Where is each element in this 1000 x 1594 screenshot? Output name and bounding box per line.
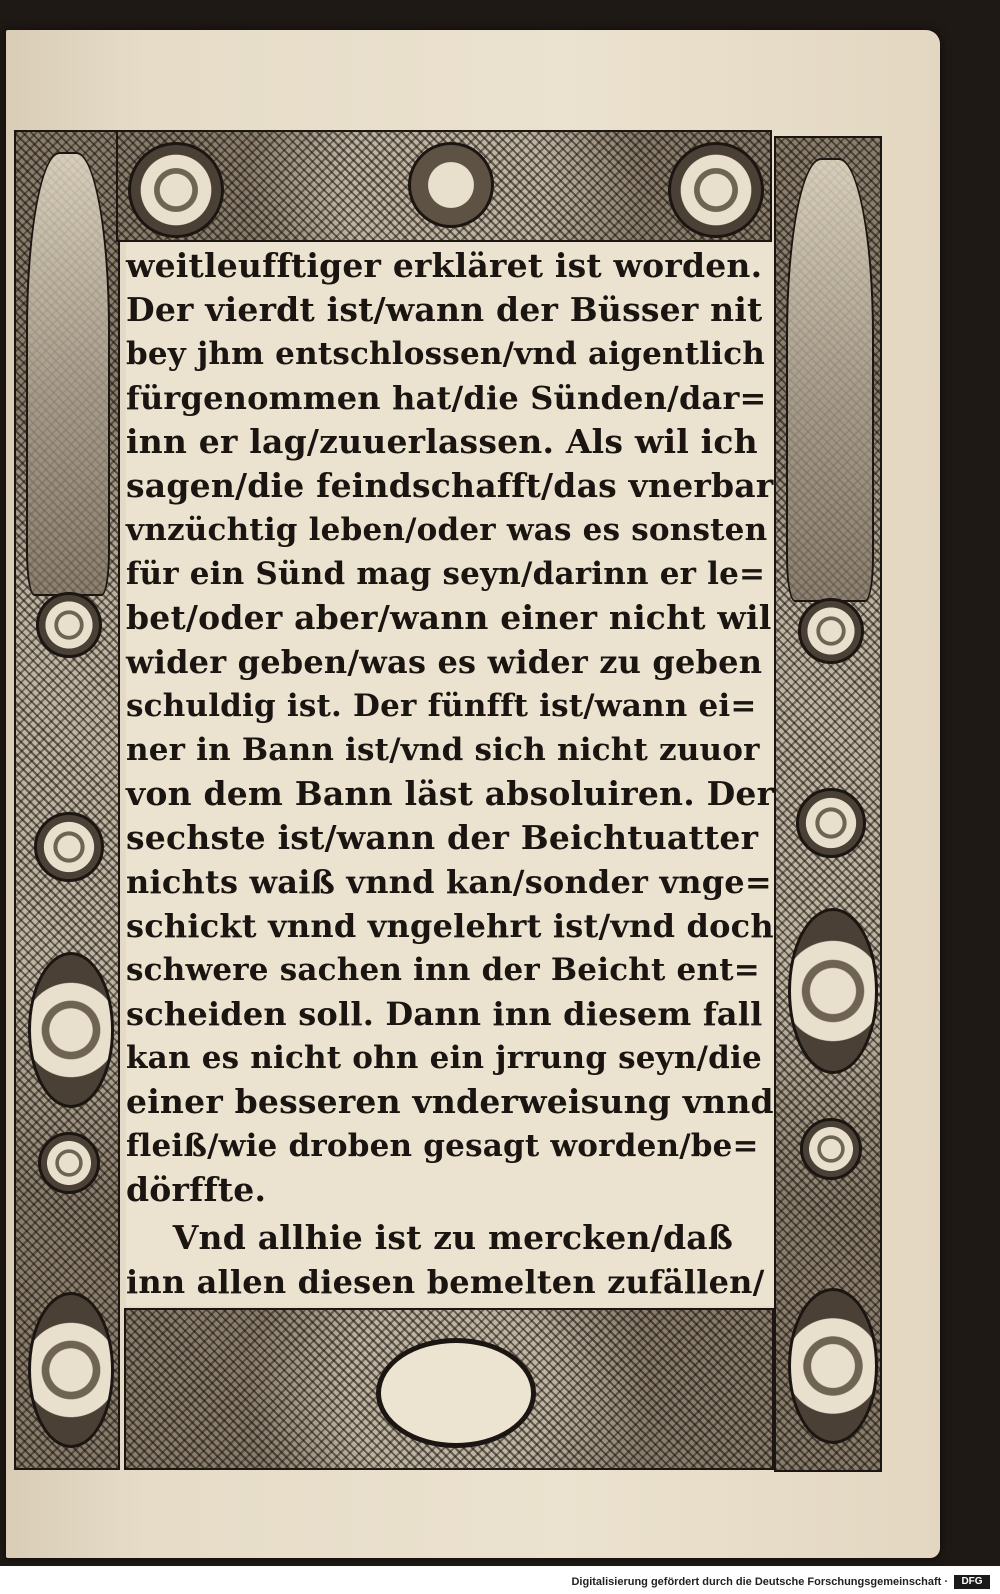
text-line: bey jhm entschlossen/vnd aigentlich (126, 336, 766, 372)
dfg-logo: DFG (954, 1575, 990, 1589)
text-line: scheiden soll. Dann inn diesem fall (126, 995, 763, 1033)
right-border-woodcut (774, 136, 882, 1472)
text-line: weitleufftiger erkläret ist worden. (126, 246, 763, 285)
rosette-ornament (38, 1132, 100, 1194)
text-line: Vnd allhie ist zu mercken/daß (126, 1218, 734, 1257)
top-border-woodcut (116, 130, 772, 242)
angel-figure (786, 158, 874, 602)
text-line: nichts waiß vnnd kan/sonder vnge= (126, 863, 772, 901)
text-line: schickt vnnd vngelehrt ist/vnd doch (126, 907, 774, 945)
oval-cartouche (376, 1338, 536, 1448)
text-line: von dem Bann läst absoluiren. Der (126, 774, 775, 813)
text-line: schuldig ist. Der fünfft ist/wann ei= (126, 688, 757, 724)
rosette-ornament (28, 1292, 114, 1448)
star-medallion (668, 142, 764, 238)
rosette-ornament (36, 592, 102, 658)
rosette-ornament (796, 788, 866, 858)
text-line: für ein Sünd mag seyn/darinn er le= (126, 556, 766, 592)
rosette-ornament (28, 952, 114, 1108)
text-line: kan es nicht ohn ein jrrung seyn/die (126, 1040, 762, 1076)
left-border-woodcut (14, 130, 120, 1470)
text-line: einer besseren vnderweisung vnnd (126, 1082, 774, 1121)
sun-face-ornament (408, 142, 494, 228)
rosette-ornament (788, 908, 878, 1074)
book-page (6, 30, 940, 1558)
text-block (126, 242, 774, 1306)
madonna-figure (26, 152, 110, 596)
text-line: ner in Bann ist/vnd sich nicht zuuor (126, 732, 760, 768)
rosette-ornament (798, 598, 864, 664)
text-line: Der vierdt ist/wann der Büsser nit (126, 290, 763, 329)
text-line: dörffte. (126, 1170, 267, 1209)
text-line: inn allen diesen bemelten zufällen/ (126, 1263, 765, 1301)
star-medallion (128, 142, 224, 238)
text-line: inn er lag/zuuerlassen. Als wil ich (126, 422, 758, 461)
text-line: wider geben/was es wider zu geben (126, 643, 763, 681)
footer-bar (0, 1566, 1000, 1594)
rosette-ornament (788, 1288, 878, 1444)
footer-credit: Digitalisierung gefördert durch die Deutsche Forschungsgemeinschaft · (571, 1576, 948, 1588)
rosette-ornament (34, 812, 104, 882)
text-line: sechste ist/wann der Beichtuatter (126, 818, 759, 857)
text-line: vnzüchtig leben/oder was es sonsten (126, 512, 768, 548)
text-line: fleiß/wie droben gesagt worden/be= (126, 1128, 759, 1164)
rosette-ornament (800, 1118, 862, 1180)
text-line: fürgenommen hat/die Sünden/dar= (126, 379, 767, 417)
text-line: bet/oder aber/wann einer nicht wil (126, 598, 772, 637)
bottom-border-woodcut (124, 1308, 774, 1470)
text-line: sagen/die feindschafft/das vnerbar (126, 466, 774, 505)
text-line: schwere sachen inn der Beicht ent= (126, 952, 760, 988)
